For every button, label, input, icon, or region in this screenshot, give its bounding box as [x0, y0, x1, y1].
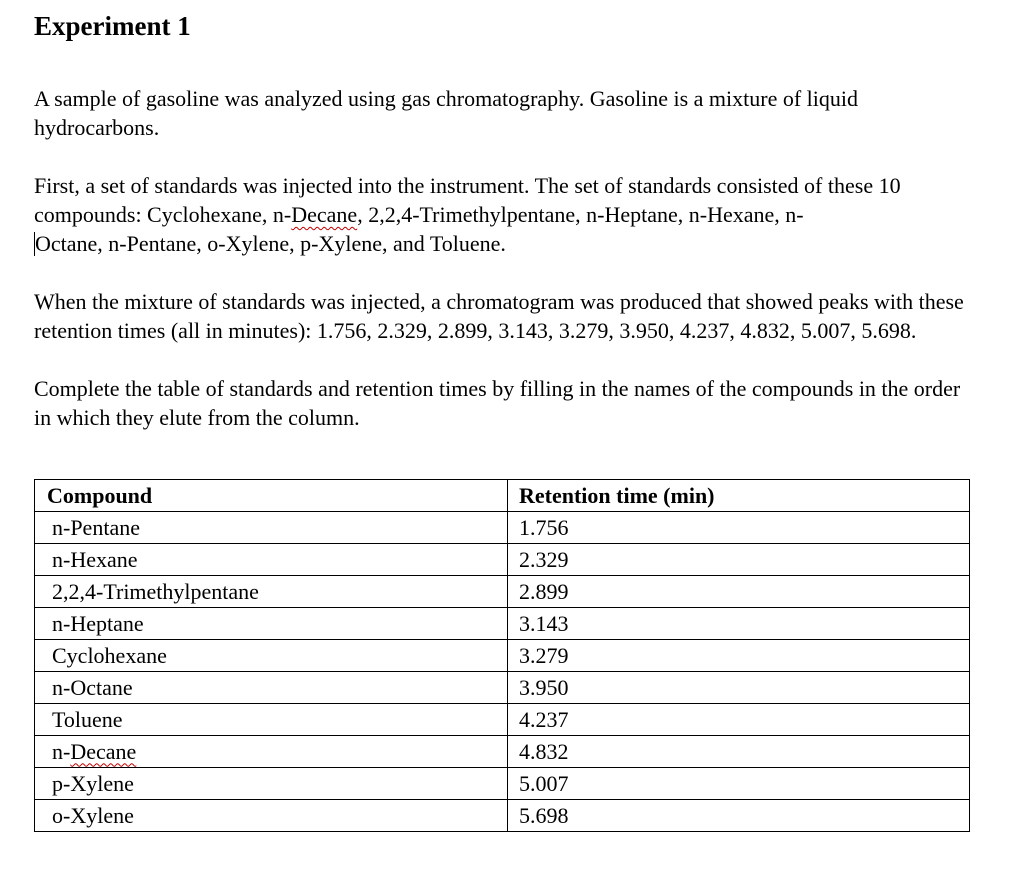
standards-text-middle: , 2,2,4-Trimethylpentane, n-Heptane, n-Hexane, n-: [357, 202, 804, 227]
compound-cell[interactable]: Cyclohexane: [35, 640, 508, 672]
compound-cell[interactable]: n-Heptane: [35, 608, 508, 640]
table-header-row: [35, 480, 970, 512]
retention-cell[interactable]: 2.899: [508, 576, 970, 608]
standards-text-end: Octane, n-Pentane, o-Xylene, p-Xylene, and Toluene.: [35, 231, 506, 256]
compound-column-header: Compound: [35, 480, 508, 512]
table-row: [35, 640, 970, 672]
experiment-title: Experiment 1: [34, 11, 191, 41]
retention-cell[interactable]: 2.329: [508, 544, 970, 576]
document-page: [34, 10, 974, 432]
retention-cell[interactable]: 5.698: [508, 800, 970, 832]
compound-cell[interactable]: n-Pentane: [35, 512, 508, 544]
retention-column-header: Retention time (min): [508, 480, 970, 512]
retention-cell[interactable]: 1.756: [508, 512, 970, 544]
retention-cell[interactable]: 3.279: [508, 640, 970, 672]
spellcheck-word-decane[interactable]: Decane: [70, 738, 137, 764]
table-row: [35, 544, 970, 576]
retention-cell[interactable]: 3.950: [508, 672, 970, 704]
chromatogram-paragraph: When the mixture of standards was injected, a chromatogram was produced that showed peaks with these retention times (all in minutes): 1.756, 2.329, 2.899, 3.143, 3.279, 3.950, 4.237, 4.832, 5.007, 5.698.: [34, 289, 964, 343]
table-row: [35, 736, 970, 768]
table-row: [35, 512, 970, 544]
compound-cell[interactable]: p-Xylene: [35, 768, 508, 800]
table-row: [35, 800, 970, 832]
compound-cell[interactable]: [35, 736, 508, 768]
table-row: [35, 768, 970, 800]
table-row: [35, 672, 970, 704]
instructions-paragraph: Complete the table of standards and retention times by filling in the names of the compounds in the order in which they elute from the column.: [34, 376, 961, 430]
compound-cell[interactable]: 2,2,4-Trimethylpentane: [35, 576, 508, 608]
retention-cell[interactable]: 3.143: [508, 608, 970, 640]
table-row: [35, 704, 970, 736]
compound-cell[interactable]: n-Hexane: [35, 544, 508, 576]
retention-cell[interactable]: 4.237: [508, 704, 970, 736]
compound-cell[interactable]: n-Octane: [35, 672, 508, 704]
compound-prefix: n-: [52, 738, 71, 764]
standards-paragraph: [34, 171, 974, 258]
intro-paragraph: A sample of gasoline was analyzed using gas chromatography. Gasoline is a mixture of liquid hydrocarbons.: [34, 86, 858, 140]
standards-table: [34, 479, 970, 832]
spellcheck-word-decane[interactable]: Decane: [291, 202, 358, 227]
compound-cell[interactable]: Toluene: [35, 704, 508, 736]
standards-text-start: First, a set of standards was injected into the instrument. The set of standards consisted of these 10 compounds: Cyclohexane, n-: [34, 173, 901, 227]
table-row: [35, 576, 970, 608]
retention-cell[interactable]: 4.832: [508, 736, 970, 768]
compound-cell[interactable]: o-Xylene: [35, 800, 508, 832]
table-row: [35, 608, 970, 640]
retention-cell[interactable]: 5.007: [508, 768, 970, 800]
